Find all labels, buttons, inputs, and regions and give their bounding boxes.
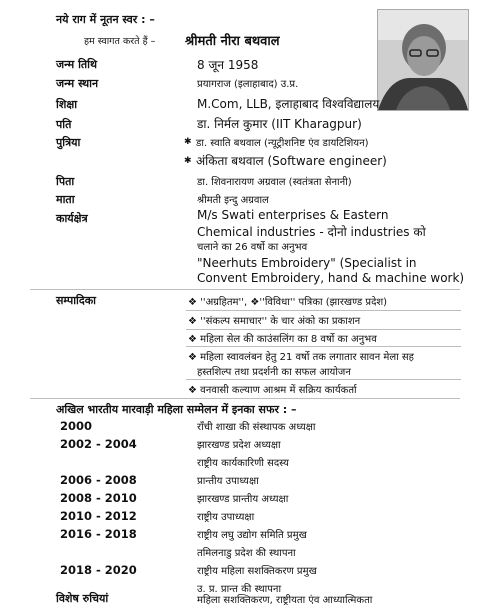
editor-item: ❖ ''संकल्प समाचार'' के चार अंको का प्रकाशन [188, 316, 361, 327]
role: झारखण्ड प्रदेश अध्यक्षा [197, 440, 281, 451]
divider [30, 398, 460, 399]
bullet-star-icon: ✱ [184, 137, 192, 147]
portrait-photo [377, 9, 469, 111]
label-mother: माता [56, 193, 75, 206]
page-title: नये राग में नूतन स्वर : – [56, 13, 155, 26]
label-work: कार्यक्षेत्र [56, 212, 88, 225]
value-father: डा. शिवनारायण अग्रवाल (स्वतंत्रता सेनानी) [197, 177, 352, 188]
divider [186, 310, 461, 311]
value-education: M.Com, LLB, इलाहाबाद विश्वविद्यालय [197, 97, 380, 111]
value-birthplace: प्रयागराज (इलाहाबाद) उ.प्र. [197, 79, 299, 90]
work-line: Convent Embroidery, hand & machine work) [197, 271, 465, 285]
label-husband: पति [56, 118, 72, 131]
welcome-text: हम स्वागत करते हैं – [84, 36, 156, 47]
role: राँची शाखा की संस्थापक अध्यक्षा [197, 422, 316, 433]
editor-item: हस्तशिल्प तथा प्रदर्शनी का सफल आयोजन [197, 367, 351, 378]
editor-item: ❖ महिला सेल की काउंसलिंग का 8 वर्षो का अनुभव [188, 334, 377, 345]
role: राष्ट्रीय उपाध्यक्षा [197, 512, 255, 523]
divider [186, 346, 461, 347]
label-dob: जन्म तिथि [56, 58, 98, 71]
label-father: पिता [56, 175, 75, 188]
editor-item: ❖ वनवासी कल्याण आश्रम में सक्रिय कार्यकर्ता [188, 385, 357, 396]
year: 2006 - 2008 [60, 473, 137, 487]
role: झारखण्ड प्रान्तीय अध्यक्षा [197, 494, 289, 505]
year: 2002 - 2004 [60, 437, 137, 451]
role: राष्ट्रीय कार्यकारिणी सदस्य [197, 458, 289, 469]
value-husband: डा. निर्मल कुमार (IIT Kharagpur) [197, 117, 362, 131]
year: 2000 [60, 419, 93, 433]
person-name: श्रीमती नीरा बथवाल [185, 34, 280, 49]
label-interests: विशेष रुचियां [56, 592, 109, 605]
work-line: M/s Swati enterprises & Eastern [197, 208, 389, 222]
value-daughter-2: अंकिता बथवाल (Software engineer) [196, 154, 387, 168]
value-interests: महिला सशक्तिकरण, राष्ट्रीयता एंव आध्यात्मिकता [197, 595, 373, 606]
role: राष्ट्रीय लघु उद्योग समिति प्रमुख [197, 530, 307, 541]
value-dob: 8 जून 1958 [197, 58, 259, 72]
work-line: "Neerhuts Embroidery" (Specialist in [197, 256, 417, 270]
role: तमिलनाडु प्रदेश की स्थापना [197, 548, 296, 559]
work-line: चलाने का 26 वर्षो का अनुभव [197, 242, 308, 253]
role: प्रान्तीय उपाध्यक्षा [197, 476, 259, 487]
editor-item: ❖ महिला स्वावलंबन हेतु 21 वर्षो तक लगातार सावन मेला सह [188, 352, 414, 363]
work-line: Chemical industries - दोनो industries को [197, 225, 426, 239]
journey-title: अखिल भारतीय मारवाड़ी महिला सम्मेलन में इनका सफर : – [56, 403, 297, 416]
divider [186, 329, 461, 330]
divider [186, 379, 461, 380]
editor-item: ❖ ''अग्रहितम'', ❖''विविधा'' पत्रिका (झारखण्ड प्रदेश) [188, 297, 388, 308]
value-mother: श्रीमती इन्दु अग्रवाल [197, 195, 269, 206]
year: 2016 - 2018 [60, 527, 137, 541]
bullet-star-icon: ✱ [184, 156, 192, 166]
label-editor: सम्पादिका [56, 294, 97, 307]
year: 2018 - 2020 [60, 563, 137, 577]
divider [30, 289, 460, 290]
label-birthplace: जन्म स्थान [56, 77, 99, 90]
value-daughter-1: डा. स्वाति बथवाल (न्यूट्रीशनिष्ट एंव डायटिशियन) [196, 138, 369, 149]
year: 2008 - 2010 [60, 491, 137, 505]
label-education: शिक्षा [56, 98, 78, 111]
label-daughters: पुत्रिया [56, 136, 81, 149]
role: राष्ट्रीय महिला सशक्तिकरण प्रमुख [197, 566, 317, 577]
role: उ. प्र. प्रान्त की स्थापना [197, 584, 282, 595]
year: 2010 - 2012 [60, 509, 137, 523]
